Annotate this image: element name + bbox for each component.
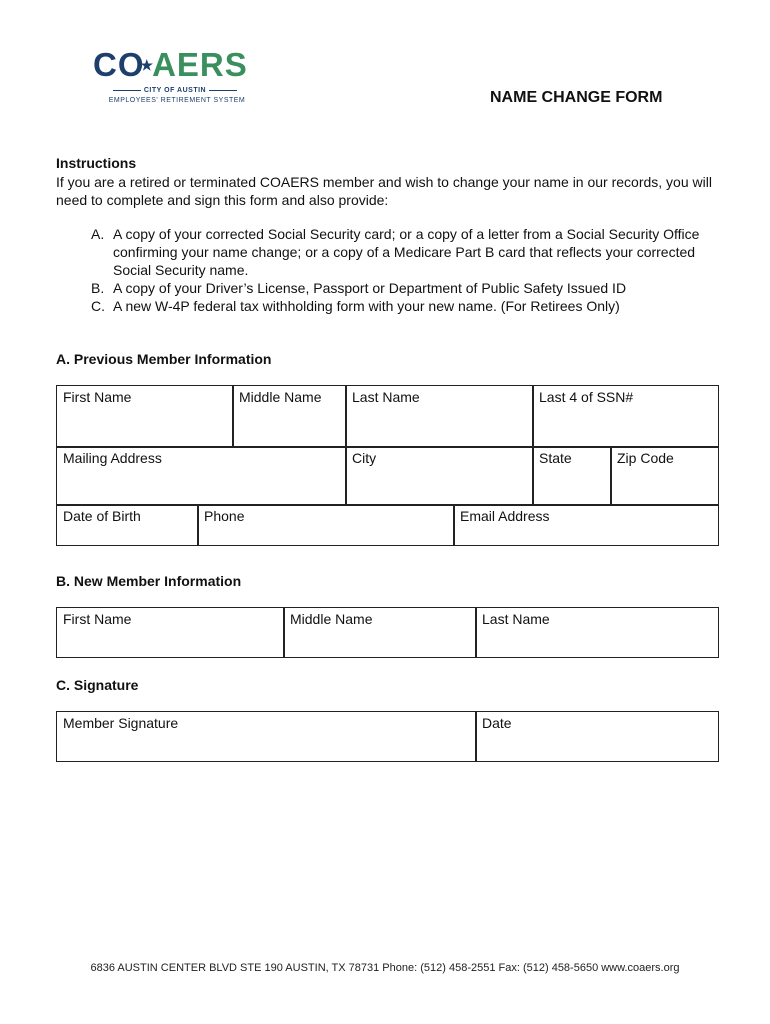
signature-date-label: Date	[482, 715, 512, 731]
coaers-logo	[93, 46, 263, 104]
requirement-letter: B.	[91, 280, 105, 296]
requirement-letter: C.	[91, 298, 105, 314]
prev-middle-name-label: Middle Name	[239, 389, 322, 405]
member-signature-label: Member Signature	[63, 715, 179, 731]
logo-city-text: CITY OF AUSTIN	[143, 87, 207, 94]
form-title: NAME CHANGE FORM	[490, 89, 663, 106]
mailing-address-field[interactable]	[56, 446, 347, 506]
requirement-item-a	[91, 225, 711, 279]
logo-rule-left	[113, 90, 141, 91]
prev-ssn-field[interactable]	[532, 385, 719, 448]
logo-rule-right	[209, 90, 237, 91]
requirement-text: A copy of your corrected Social Security card; or a copy of a letter from a Social Security Office confirming your name change; or a copy of a Medicare Part B card that reflects your corrected Social Security name.	[113, 226, 700, 278]
mailing-address-label: Mailing Address	[63, 450, 162, 466]
email-address-field[interactable]	[453, 504, 719, 546]
logo-city-line	[107, 87, 243, 94]
requirement-item-c	[91, 297, 711, 315]
prev-first-name-label: First Name	[63, 389, 132, 405]
logo-word-part2: AERS	[152, 46, 248, 83]
new-last-name-field[interactable]	[475, 607, 719, 658]
state-label: State	[539, 450, 572, 466]
section-c-heading: C. Signature	[56, 677, 139, 693]
phone-label: Phone	[204, 508, 245, 524]
prev-last-name-field[interactable]	[345, 385, 534, 448]
member-signature-field[interactable]	[56, 711, 477, 762]
new-middle-name-field[interactable]	[283, 607, 477, 658]
phone-field[interactable]	[197, 504, 455, 546]
requirement-text: A copy of your Driver’s License, Passport or Department of Public Safety Issued ID	[113, 280, 627, 296]
new-first-name-label: First Name	[63, 611, 132, 627]
prev-last-name-label: Last Name	[352, 389, 420, 405]
prev-middle-name-field[interactable]	[232, 385, 347, 448]
logo-wordmark	[93, 48, 263, 84]
date-of-birth-field[interactable]	[56, 504, 199, 546]
requirements-list	[91, 225, 711, 315]
logo-system-text: EMPLOYEES' RETIREMENT SYSTEM	[108, 97, 246, 104]
requirement-item-b	[91, 279, 711, 297]
section-b-heading: B. New Member Information	[56, 573, 242, 589]
instructions-heading: Instructions	[56, 155, 137, 171]
new-first-name-field[interactable]	[56, 607, 285, 658]
signature-date-field[interactable]	[475, 711, 719, 762]
prev-ssn-label: Last 4 of SSN#	[539, 389, 634, 405]
email-address-label: Email Address	[460, 508, 550, 524]
section-a-heading: A. Previous Member Information	[56, 351, 272, 367]
instructions-text: If you are a retired or terminated COAERS member and wish to change your name in our records, you will need to complete and sign this form and also provide:	[56, 174, 712, 208]
zip-code-field[interactable]	[610, 446, 719, 506]
footer-contact: 6836 AUSTIN CENTER BLVD STE 190 AUSTIN, TX 78731 Phone: (512) 458-2551 Fax: (512) 458-5650 www.coaers.org	[90, 962, 680, 974]
new-middle-name-label: Middle Name	[290, 611, 373, 627]
prev-first-name-field[interactable]	[56, 385, 234, 448]
requirement-text: A new W-4P federal tax withholding form with your new name. (For Retirees Only)	[113, 298, 620, 314]
requirement-letter: A.	[91, 226, 105, 242]
state-field[interactable]	[532, 446, 612, 506]
new-last-name-label: Last Name	[482, 611, 550, 627]
city-field[interactable]	[345, 446, 534, 506]
city-label: City	[352, 450, 377, 466]
logo-word-part1: CO	[93, 46, 145, 83]
star-icon: ★	[140, 57, 155, 74]
zip-code-label: Zip Code	[617, 450, 674, 466]
date-of-birth-label: Date of Birth	[63, 508, 141, 524]
